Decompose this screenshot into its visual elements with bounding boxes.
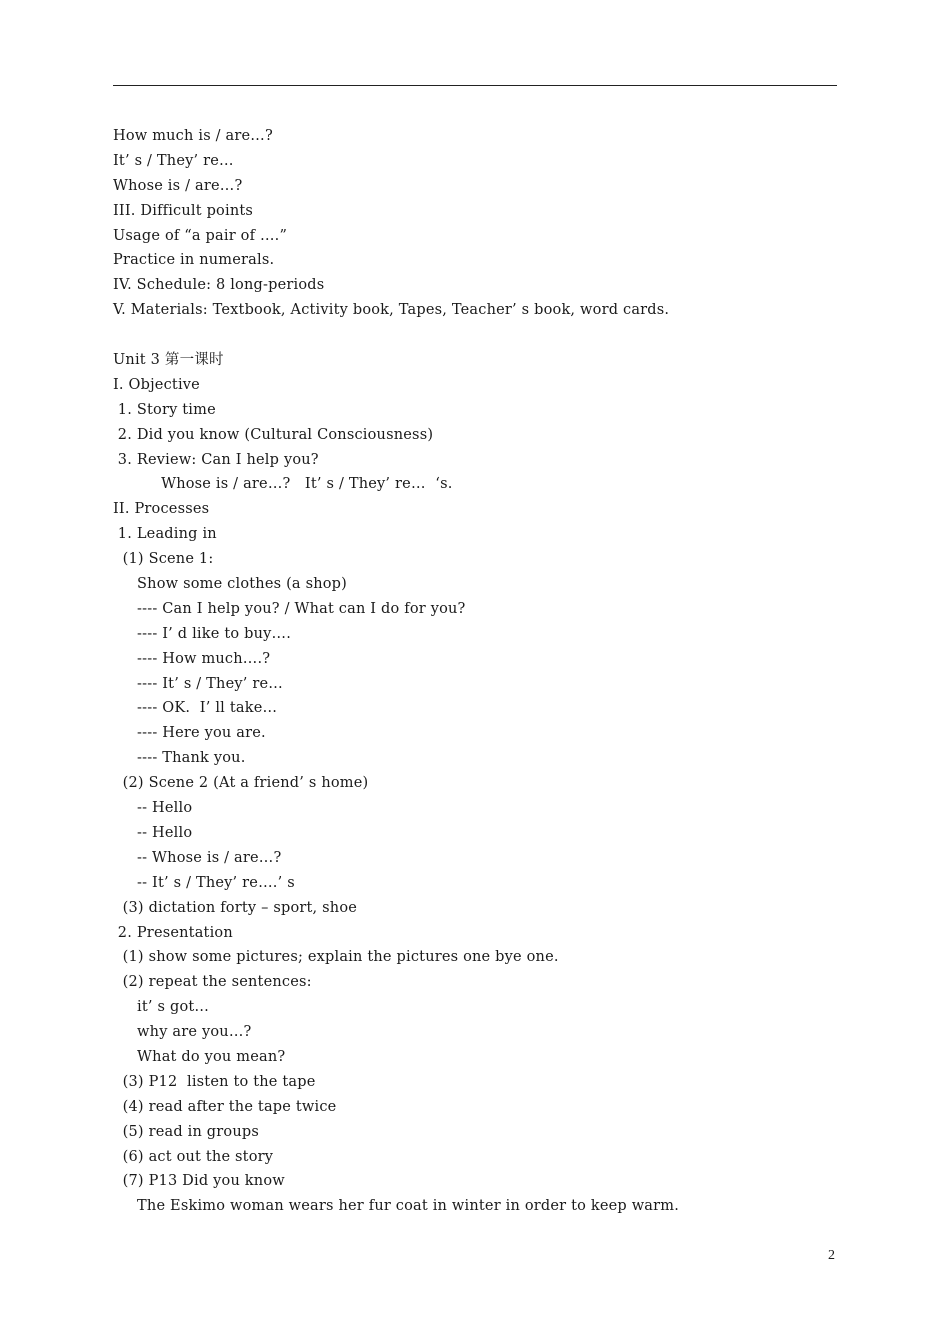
- text-line: ---- Here you are.: [113, 725, 266, 742]
- text-line: What do you mean?: [113, 1048, 286, 1065]
- header-rule: [113, 85, 837, 86]
- text-line: ---- It’ s / They’ re…: [113, 675, 283, 692]
- text-line: ---- Can I help you? / What can I do for you?: [113, 600, 466, 617]
- text-line: Whose is / are…? It’ s / They’ re… ‘s.: [113, 476, 453, 493]
- text-line: -- Hello: [113, 824, 193, 841]
- page-number: 2: [828, 1248, 835, 1263]
- text-line: ---- Thank you.: [113, 750, 246, 767]
- text-line: 1. Leading in: [113, 526, 217, 543]
- text-line: Show some clothes (a shop): [113, 576, 348, 593]
- text-line: -- Whose is / are…?: [113, 849, 282, 866]
- text-line: why are you…?: [113, 1024, 252, 1041]
- text-line: The Eskimo woman wears her fur coat in winter in order to keep warm.: [113, 1198, 680, 1215]
- text-line: (1) show some pictures; explain the pictures one bye one.: [113, 949, 559, 966]
- text-line: (3) dictation forty – sport, shoe: [113, 899, 358, 916]
- text-line: -- It’ s / They’ re….’ s: [113, 874, 295, 891]
- text-line: (4) read after the tape twice: [113, 1098, 337, 1115]
- text-line: (3) P12 listen to the tape: [113, 1073, 316, 1090]
- lesson-overview-block: [113, 124, 843, 323]
- text-line: (2) repeat the sentences:: [113, 974, 312, 991]
- text-line: V. Materials: Textbook, Activity book, Tapes, Teacher’ s book, word cards.: [113, 302, 670, 319]
- text-line: Practice in numerals.: [113, 252, 275, 269]
- text-line: IV. Schedule: 8 long-periods: [113, 277, 325, 294]
- text-line: (6) act out the story: [113, 1148, 274, 1165]
- text-line: Whose is / are…?: [113, 177, 243, 194]
- text-line: 1. Story time: [113, 401, 216, 418]
- text-line: (7) P13 Did you know: [113, 1173, 285, 1190]
- text-line: I. Objective: [113, 376, 200, 393]
- text-line: (5) read in groups: [113, 1123, 260, 1140]
- text-line: (2) Scene 2 (At a friend’ s home): [113, 775, 369, 792]
- text-line: 2. Did you know (Cultural Consciousness): [113, 426, 434, 443]
- text-line: II. Processes: [113, 501, 210, 518]
- text-line: Unit 3 第一课时: [113, 352, 224, 369]
- text-line: -- Hello: [113, 800, 193, 817]
- text-line: III. Difficult points: [113, 202, 254, 219]
- text-line: it’ s got…: [113, 999, 210, 1016]
- text-line: (1) Scene 1:: [113, 551, 214, 568]
- text-line: ---- How much….?: [113, 650, 271, 667]
- text-line: Usage of “a pair of ….”: [113, 227, 288, 244]
- text-line: 2. Presentation: [113, 924, 233, 941]
- text-line: It’ s / They’ re…: [113, 152, 234, 169]
- text-line: How much is / are…?: [113, 128, 273, 144]
- text-line: 3. Review: Can I help you?: [113, 451, 319, 468]
- paragraph-gap: [113, 323, 843, 348]
- document-body: [113, 124, 843, 1219]
- text-line: ---- I’ d like to buy….: [113, 625, 292, 642]
- unit-3-lesson-block: [113, 348, 843, 1219]
- text-line: ---- OK. I’ ll take…: [113, 700, 278, 717]
